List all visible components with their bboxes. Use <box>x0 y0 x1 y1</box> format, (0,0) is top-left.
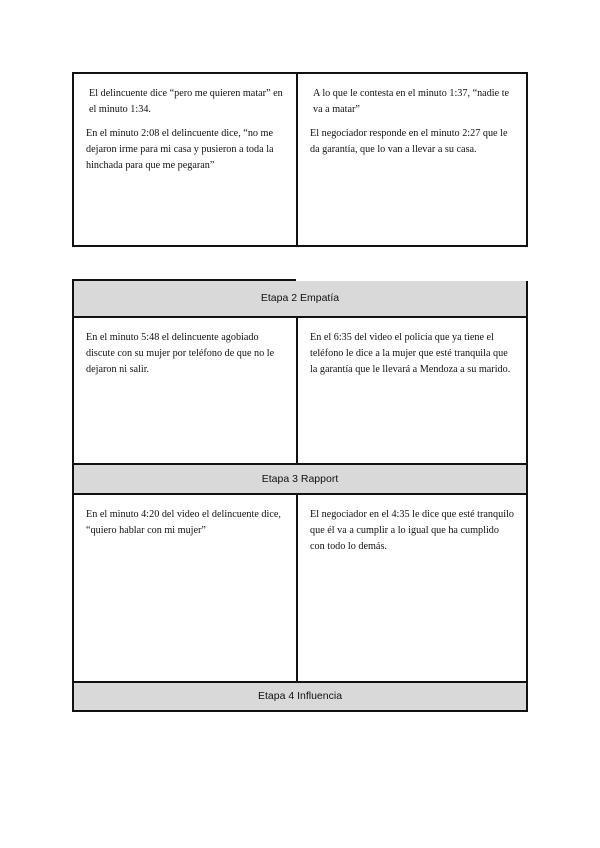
table-border-gap <box>296 275 530 281</box>
table-stages-2-4 <box>72 279 528 712</box>
table-cell-negotiator: El negociador en el 4:35 le dice que esté tranquilo que él va a cumplir a lo igual que ha cumplido con todo lo demás. <box>310 509 514 552</box>
table-row <box>74 495 526 683</box>
table-stage-1 <box>72 72 528 247</box>
cell-paragraph: En el minuto 2:08 el delincuente dice, “no me dejaron irme para mi casa y pusieron a toda la hinchada para que me pegaran” <box>86 128 274 171</box>
table-cell-criminal: En el minuto 4:20 del video el delincuente dice, “quiero hablar con mi mujer” <box>74 495 298 681</box>
cell-paragraph: El delincuente dice “pero me quieren matar” en el minuto 1:34. <box>89 88 283 115</box>
table-cell-criminal <box>74 74 298 245</box>
table-cell-criminal: En el minuto 5:48 el delincuente agobiado discute con su mujer por teléfono de que no le dejaron ni salir. <box>74 318 298 463</box>
table-cell-negotiator <box>298 74 526 245</box>
cell-paragraph: El negociador responde en el minuto 2:27 que le da garantía, que lo van a llevar a su casa. <box>310 128 508 155</box>
table-cell-negotiator: En el 6:35 del video el policía que ya tiene el teléfono le dice a la mujer que esté tranquila que la garantía que le llevará a Mendoza a su marido. <box>310 332 511 375</box>
table-row <box>74 318 526 465</box>
cell-paragraph: A lo que le contesta en el minuto 1:37, “nadie te va a matar” <box>313 88 510 115</box>
table-row <box>74 74 526 245</box>
stage-3-header: Etapa 3 Rapport <box>74 465 526 495</box>
stage-2-header: Etapa 2 Empatía <box>74 281 526 318</box>
stage-4-header: Etapa 4 Influencia <box>74 683 526 710</box>
